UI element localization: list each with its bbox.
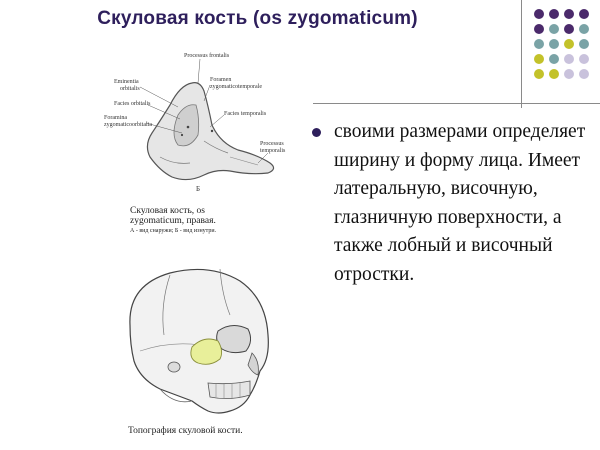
figure-top-caption-line3: А - вид снаружи; Б - вид изнутри. [130, 228, 217, 234]
decor-dot [534, 54, 544, 64]
label-processus-temporalis-2: temporalis [260, 148, 286, 154]
label-eminentia-1: Eminentia [114, 79, 139, 85]
decor-dot [549, 54, 559, 64]
decor-dot-grid [533, 8, 599, 88]
decor-dot [534, 69, 544, 79]
decor-dot [549, 24, 559, 34]
decor-dot [549, 69, 559, 79]
decor-dot [549, 39, 559, 49]
decor-dot [564, 39, 574, 49]
label-eminentia-2: orbitalis [120, 86, 140, 92]
decor-dot [564, 24, 574, 34]
decor-dot [579, 54, 589, 64]
label-facies-temporalis: Facies temporalis [224, 111, 267, 117]
label-facies-orbitalis: Facies orbitalis [114, 101, 151, 107]
decor-dot [534, 24, 544, 34]
bullet-dot [312, 128, 321, 137]
figure-top-caption-line2: zygomaticum, правая. [130, 216, 216, 226]
label-foramen-2: zygomaticotemporale [210, 84, 262, 90]
zygomatic-bone-figure [100, 45, 300, 235]
label-foramen-1: Foramen [210, 77, 232, 83]
decor-dot [564, 69, 574, 79]
label-processus-frontalis: Processus frontalis [184, 53, 230, 59]
skull-topography-figure [100, 255, 300, 445]
decor-dot [549, 9, 559, 19]
decor-dot [534, 9, 544, 19]
decor-dot [579, 39, 589, 49]
decor-dot [534, 39, 544, 49]
bullet-text: своими размерами определяет ширину и форму лица. Имеет латеральную, височную, глазничную поверхности, а также лобный и височный отростки. [334, 121, 586, 285]
decor-dot [579, 9, 589, 19]
zygomatic-bone-drawing [147, 83, 273, 180]
figure-top-caption-line1: Скуловая кость, os [130, 206, 205, 216]
decor-horizontal-line [313, 103, 600, 104]
label-processus-temporalis-1: Processus [260, 141, 284, 147]
decor-vertical-line [521, 0, 522, 108]
label-letter-b: Б [196, 185, 201, 193]
decor-dot [564, 9, 574, 19]
label-foramina-1: Foramina [104, 115, 127, 121]
figure-bottom-caption: Топография скуловой кости. [128, 426, 243, 436]
slide-title: Скуловая кость (os zygomaticum) [97, 8, 418, 29]
label-foramina-2: zygomaticoorbitalia [104, 122, 152, 128]
decor-dot [564, 54, 574, 64]
decor-dot [579, 24, 589, 34]
decor-dot [579, 69, 589, 79]
